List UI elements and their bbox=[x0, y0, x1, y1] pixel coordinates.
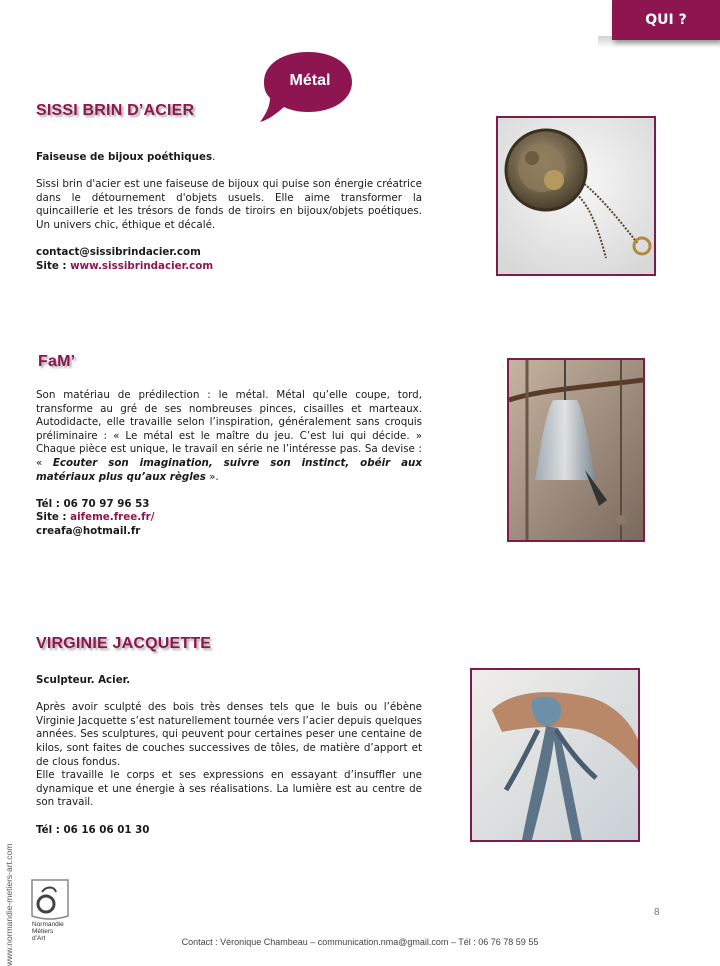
motto: Ecouter son imagination, suivre son instinct, obéir aux matériaux plus qu’aux règles bbox=[36, 456, 422, 483]
description-2: Elle travaille le corps et ses expressions en essayant d’insuffler une dynamique et une énergie à ses réalisations. La lumière est au centre de son travail. bbox=[36, 769, 422, 809]
phone: Tél : 06 70 97 96 53 bbox=[36, 497, 150, 510]
site-link[interactable]: aifeme.free.fr/ bbox=[70, 511, 155, 524]
subtitle-line bbox=[36, 151, 422, 165]
site-line bbox=[36, 511, 422, 525]
site-link[interactable]: www.sissibrindacier.com bbox=[70, 259, 214, 272]
site-line bbox=[36, 260, 422, 274]
phone: Tél : 06 16 06 01 30 bbox=[36, 823, 150, 836]
sidebar-url[interactable]: www.normandie-metiers-art.com bbox=[4, 843, 14, 966]
description-1: Après avoir sculpté des bois très denses tels que le buis ou l’ébène Virginie Jacquette s’est naturellement tournée vers l’acier depuis quelques années. Ses sculptures, qui peuvent pour certaines peser une centaine de kilos, sont faites de couches successives de tôles, de matière d’apport et de clous fondus. bbox=[36, 701, 422, 768]
subtitle: Faiseuse de bijoux poéthiques bbox=[36, 151, 213, 163]
section-heading-virginie: VIRGINIE JACQUETTE bbox=[36, 635, 212, 652]
qui-tab-label: QUI ? bbox=[645, 12, 687, 28]
email: creafa@hotmail.fr bbox=[36, 524, 141, 537]
footer-contact: Contact : Véronique Chambeau – communication.nma@gmail.com – Tél : 06 76 78 59 55 bbox=[181, 937, 539, 947]
site-label: Site : bbox=[36, 259, 71, 272]
subtitle-suffix: . bbox=[212, 151, 216, 163]
nma-logo-icon bbox=[28, 876, 72, 922]
photo-sculpture bbox=[470, 668, 640, 842]
description: Sissi brin d'acier est une faiseuse de bijoux qui puise son énergie créatrice dans le détournement d'objets usuels. Elle aime transformer la quincaillerie et les trésors de fonds de tiroirs en bijoux/objets poétiques. Un univers chic, éthique et décalé. bbox=[36, 178, 422, 231]
logo-text: Normandie Métiers d’Art bbox=[32, 921, 64, 942]
metal-bell-image bbox=[509, 360, 643, 540]
subtitle: Sculpteur. Acier. bbox=[36, 674, 131, 686]
photo-jewelry bbox=[496, 116, 656, 276]
section-body-fam bbox=[36, 389, 422, 539]
page-number: 8 bbox=[654, 907, 660, 918]
section-body-virginie bbox=[36, 674, 422, 837]
section-heading-fam: FaM’ bbox=[38, 353, 76, 370]
category-label: Métal bbox=[289, 72, 331, 89]
photo-bell bbox=[507, 358, 645, 542]
contact-email: contact@sissibrindacier.com bbox=[36, 246, 201, 259]
section-heading-sissi: SISSI BRIN D’ACIER bbox=[36, 102, 195, 119]
site-label: Site : bbox=[36, 511, 71, 524]
qui-tab[interactable] bbox=[612, 0, 720, 40]
section-body-sissi bbox=[36, 151, 422, 273]
watch-pendant-image bbox=[498, 118, 654, 274]
description: Son matériau de prédilection : le métal. Métal qu’elle coupe, tord, transforme au gré de ses nombreuses pinces, cisailles et marteaux. Autodidacte, elle travaille selon l’inspiration, généralement sans croquis préliminaire : « Le métal est le maître du jeu. C’est lui qui décide. » Chaque pièce est unique, le travail en série ne l’intéresse pas. Sa devise : « Ecouter son imagination, suivre son instinct, obéir aux matériaux plus qu’aux règles ». bbox=[36, 389, 422, 483]
steel-sculpture-image bbox=[472, 670, 638, 840]
